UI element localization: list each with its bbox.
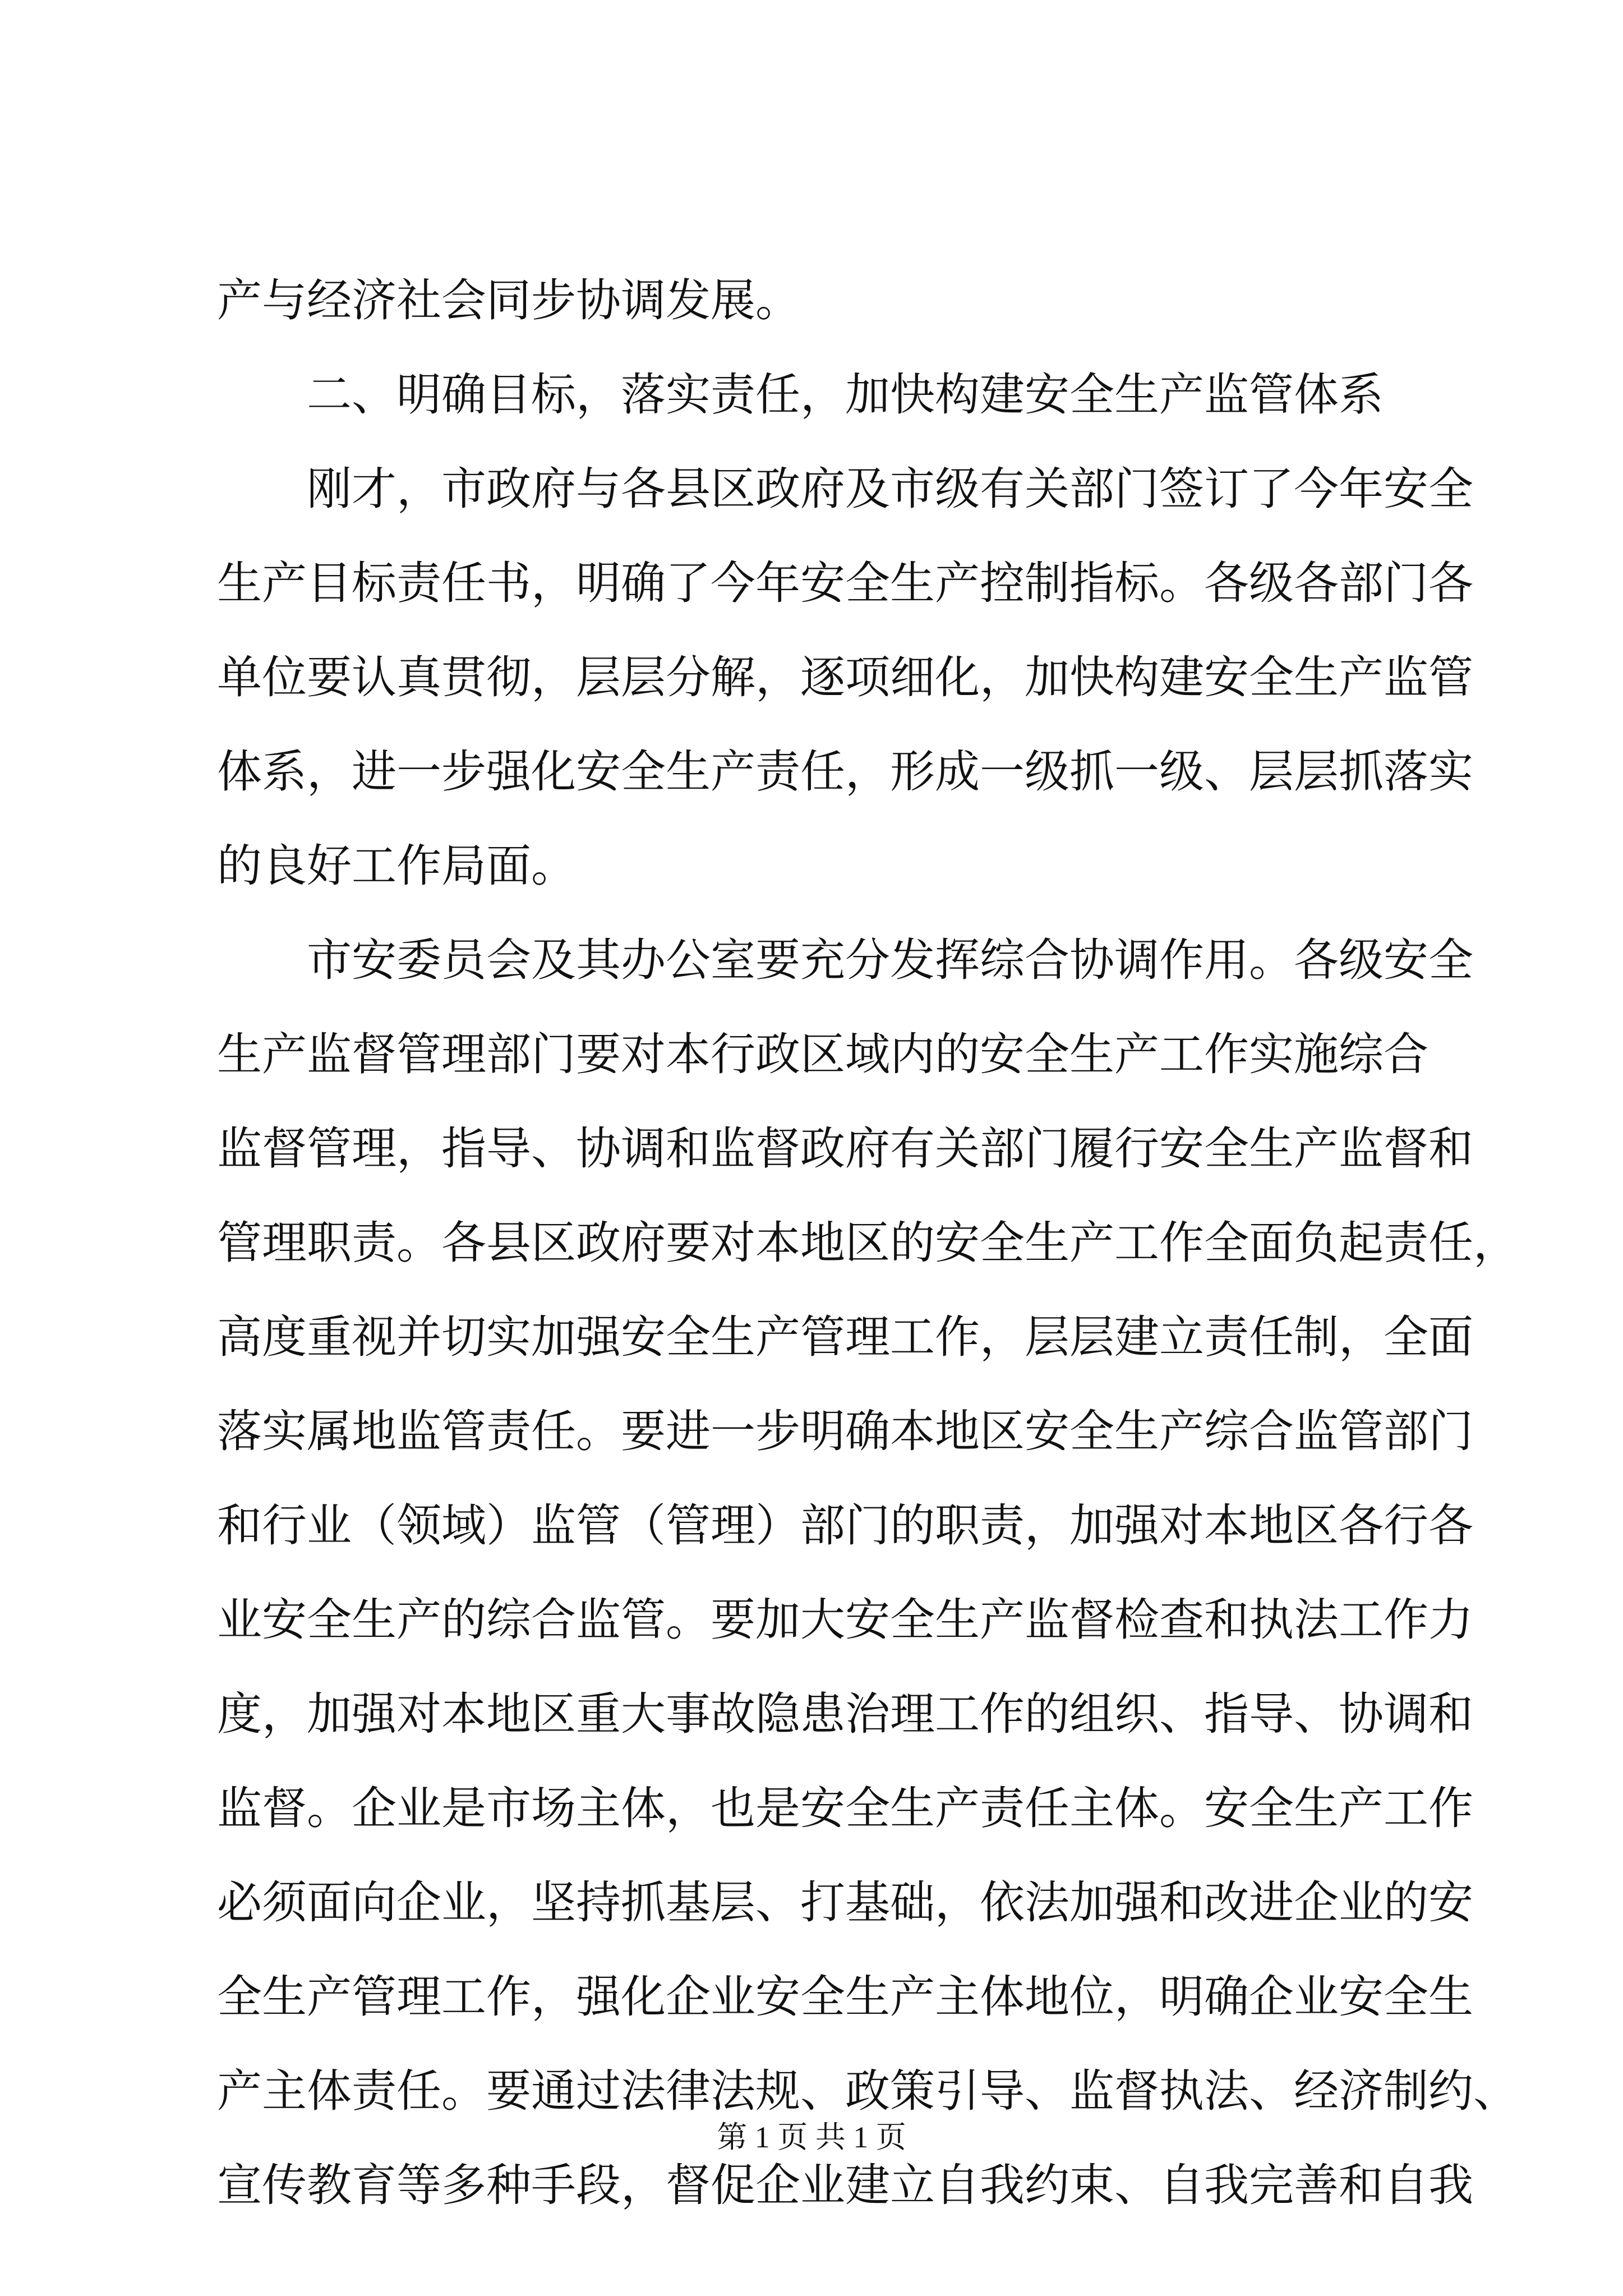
text-line-8: 市安委员会及其办公室要充分发挥综合协调作用。各级安全 [307, 934, 1473, 986]
text-line-11: 管理职责。各县区政府要对本地区的安全生产工作全面负起责任， [217, 1217, 1518, 1269]
text-line-21: 宣传教育等多种手段，督促企业建立自我约束、自我完善和自我 [217, 2159, 1473, 2211]
text-line-7: 的良好工作局面。 [217, 840, 576, 892]
page-footer: 第 1 页 共 1 页 [717, 2120, 906, 2154]
text-line-14: 和行业（领域）监管（管理）部门的职责，加强对本地区各行各 [217, 1499, 1473, 1552]
text-line-17: 监督。企业是市场主体，也是安全生产责任主体。安全生产工作 [217, 1782, 1473, 1834]
text-line-16: 度，加强对本地区重大事故隐患治理工作的组织、指导、协调和 [217, 1688, 1473, 1740]
text-line-9: 生产监督管理部门要对本行政区域内的安全生产工作实施综合 [217, 1028, 1428, 1080]
text-line-12: 高度重视并切实加强安全生产管理工作，层层建立责任制，全面 [217, 1311, 1473, 1363]
text-line-13: 落实属地监管责任。要进一步明确本地区安全生产综合监管部门 [217, 1405, 1473, 1457]
text-line-18: 必须面向企业，坚持抓基层、打基础，依法加强和改进企业的安 [217, 1876, 1473, 1929]
text-line-3: 刚才，市政府与各县区政府及市级有关部门签订了今年安全 [307, 463, 1473, 515]
text-line-5: 单位要认真贯彻，层层分解，逐项细化，加快构建安全生产监管 [217, 651, 1473, 703]
section-heading: 二、明确目标，落实责任，加快构建安全生产监管体系 [307, 369, 1384, 421]
text-line-1: 产与经济社会同步协调发展。 [217, 274, 800, 326]
document-body [217, 254, 1518, 2233]
text-line-4: 生产目标责任书，明确了今年安全生产控制指标。各级各部门各 [217, 557, 1473, 609]
text-line-10: 监督管理，指导、协调和监督政府有关部门履行安全生产监督和 [217, 1122, 1473, 1175]
text-line-20: 产主体责任。要通过法律法规、政策引导、监督执法、经济制约、 [217, 2065, 1518, 2117]
text-line-15: 业安全生产的综合监管。要加大安全生产监督检查和执法工作力 [217, 1594, 1473, 1646]
text-line-19: 全生产管理工作，强化企业安全生产主体地位，明确企业安全生 [217, 1971, 1473, 2023]
text-line-6: 体系，进一步强化安全生产责任，形成一级抓一级、层层抓落实 [217, 746, 1473, 798]
